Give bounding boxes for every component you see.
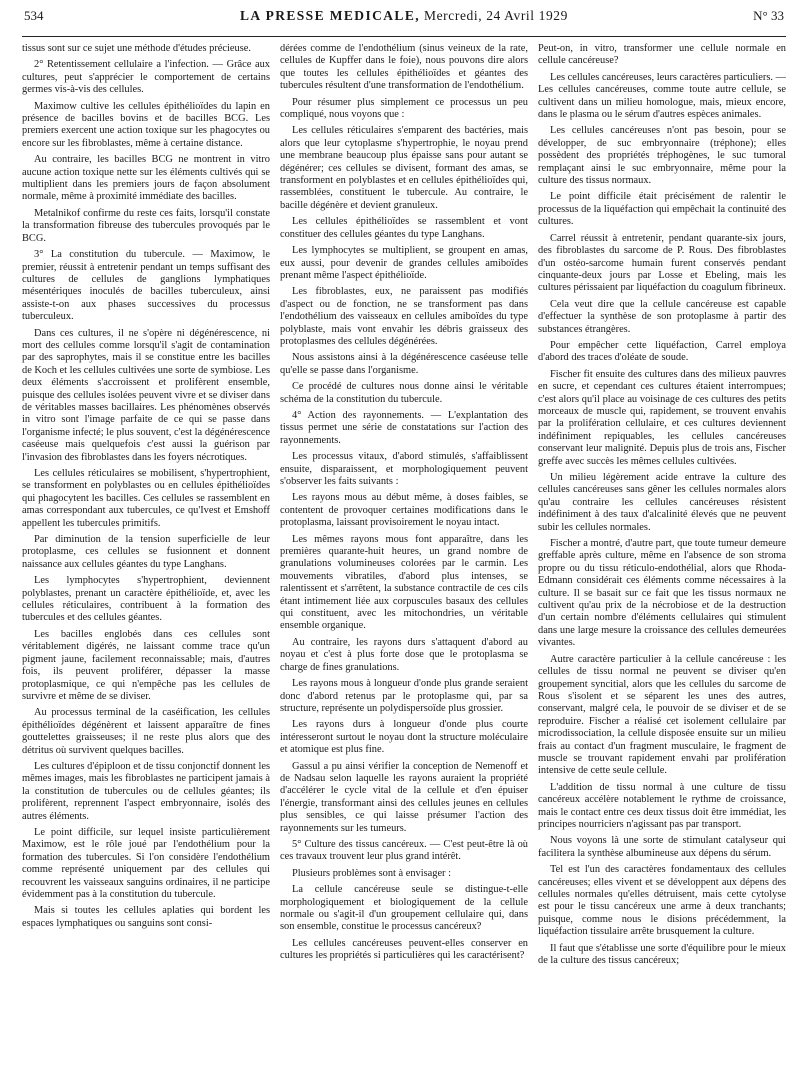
journal-name: LA PRESSE MEDICALE, xyxy=(239,8,420,23)
paragraph: Un milieu légèrement acide entrave la culture des cellules cancéreuses sans gêner les cellules normales alors qu'au contraire les cellules cancéreuses résistent indéfiniment à des taux d'alcalinité élevés que ne peuvent subir les cellules normales. xyxy=(538,472,786,533)
paragraph: Au processus terminal de la caséification, les cellules épithélioïdes dégénèrent et laissent apparaître de fines gouttelettes graisseuses; il ne reste plus alors que des détritus où survivent quelques bacilles. xyxy=(22,707,270,756)
paragraph: Le point difficile était précisément de ralentir le processus de la liquéfaction qui empêchait la continuité des cultures. xyxy=(538,191,786,228)
paragraph: tissus sont sur ce sujet une méthode d'études précieuse. xyxy=(22,43,251,54)
paragraph: Il faut que s'établisse une sorte d'équilibre pour le mieux de la culture des tissus cancéreux; xyxy=(538,942,786,967)
paragraph: Par diminution de la tension superficielle de leur protoplasme, ces cellules se fusionnent et donnent naissance aux cellules géantes du type Langhans. xyxy=(22,534,270,570)
paragraph: Les lymphocytes s'hypertrophient, deviennent polyblastes, prenant un caractère épithélioïde, et, avec les cellules réticulaires, contribuent à la formation des tubercules et des cellules géantes. xyxy=(22,575,270,624)
running-title xyxy=(84,8,724,24)
paragraph: Les cellules cancéreuses, leurs caractères particuliers. — Les cellules cancéreuses, comme toute autre cellule, se cultivent dans un milieu homologue, mais, mieux encore, dans le plasma ou le sérum d'autres espèces animales. xyxy=(538,71,786,121)
paragraph: Les rayons mous au début même, à doses faibles, se contentent de provoquer certaines modifications dans le protoplasma, laissant provisoirement le noyau intact. xyxy=(280,492,528,529)
paragraph: Dans ces cultures, il ne s'opère ni dégénérescence, ni mort des cellules comme lorsqu'il s'agit de contamination par des saprophytes, mais il se constitue entre les bacilles de Koch et les cellules cultivées une sorte de symbiose. Les deux éléments s'accroissent et prolifèrent ensemble, puisque des cellules isolées peuvent vivre et se diviser dans de véritables masses bacillaires. Les phénomènes observés in vitro sont l'image parfaite de ce qui se passe dans l'organisme infecté; le plus souvent, c'est la dégénérescence caséeuse mais quelquefois c'est aussi la guérison par l'invasion des fibroblastes dans les foyers nécrotiques. xyxy=(22,327,270,463)
paragraph: Ce procédé de cultures nous donne ainsi le véritable schéma de la constitution du tubercule. xyxy=(280,381,528,405)
page-header xyxy=(22,8,786,34)
paragraph: 5° Culture des tissus cancéreux. — C'est peut-être là où ces travaux trouvent leur plus grand intérêt. xyxy=(280,838,528,863)
paragraph: dérées comme de l'endothélium (sinus veineux de la rate, cellules de Kupffer dans le foie), nous pouvons dire alors que toutes les cellules épithélioïdes et géantes des tubercules résultent d'une transformation de l'endothélium. xyxy=(280,43,528,92)
paragraph: Les lymphocytes se multiplient, se groupent en amas, eux aussi, pour devenir de grandes cellules amiboïdes prenant même l'aspect épithélioïde. xyxy=(280,245,528,281)
paragraph: Fischer a montré, d'autre part, que toute tumeur demeure greffable après culture, même en l'absence de son stroma propre ou du tissu réticulo-endothélial, alors que Rhoda-Edmann considérait ces éléments comme nécessaires à la culture. Il se basait sur ce fait que les tissus normaux ne cultivent qu'au prix de la nécrobiose et de la destruction d'un certain nombre d'éléments cellulaires qui stimulent dans une large mesure la croissance des cellules demeurées vivantes. xyxy=(538,538,786,649)
paragraph: Le point difficile, sur lequel insiste particulièrement Maximow, est le rôle joué par l'endothélium pour la formation des tubercules. Si l'on considère l'endothélium comme représenté uniquement par des cellules qui recouvrent les vaisseaux sanguins ordinaires, il ne participe évidemment pas à la constitution du tubercule. xyxy=(22,826,270,900)
paragraph: Les bacilles englobés dans ces cellules sont véritablement digérés, ne laissant comme trace qu'un pigment jaune, facilement reconnaissable; mais, d'autres fois, ils peuvent proliférer, dépasser la masse protoplasmique, ce qui n'empêche pas les cellules de survivre et même de se diviser. xyxy=(22,628,270,702)
paragraph: Metalnikof confirme du reste ces faits, lorsqu'il constate la transformation fibreuse des tubercules provoqués par le BCG. xyxy=(22,207,270,244)
paragraph: Les processus vitaux, d'abord stimulés, s'affaiblissent ensuite, disparaissent, et morphologiquement peuvent s'observer les faits suivants : xyxy=(280,451,528,487)
paragraph: Les cellules cancéreuses n'ont pas besoin, pour se développer, de suc embryonnaire (tréphone); elles possèdent des propriétés tréphogènes, le suc tumoral remplaçant ainsi le suc embryonnaire, même pour la culture des tissus normaux. xyxy=(538,125,786,187)
paragraph: Autre caractère particulier à la cellule cancéreuse : les cellules de tissu normal ne peuvent se diviser qu'en groupement syncitial, alors que les cellules du sarcome de Rous s'isolent et se séparent les unes des autres, conservant, malgré cela, le pouvoir de se diviser et de se reproduire. Fischer a réalisé cet isolement cellulaire par microdissociation, la cellule disposée ensuite sur un milieu frais au contact d'un fragment musculaire, le fragment de muscle se trouvant rapidement envahi par prolifération intensive de cette seule cellule. xyxy=(538,653,786,777)
paragraph: L'addition de tissu normal à une culture de tissu cancéreux accélère notablement le rythme de croissance, mais le contact entre ces deux tissus doit être immédiat, les principes nourriciers n'agissant pas par transport. xyxy=(538,781,786,830)
paragraph: 4° Action des rayonnements. — L'explantation des tissus permet une série de constatations sur l'action des rayonnements. xyxy=(280,409,528,446)
column-right xyxy=(538,43,786,1078)
paragraph: Les cultures d'épiploon et de tissu conjonctif donnent les mêmes images, mais les fibroblastes ne participent jamais à la constitution de tubercules ou de cellules géantes; ils prolifèrent, reprennent l'aspect embryonnaire, isolés des autres éléments. xyxy=(22,760,270,822)
paragraph: Nous assistons ainsi à la dégénérescence caséeuse telle qu'elle se passe dans l'organisme. xyxy=(280,352,528,376)
paragraph: Nous voyons là une sorte de stimulant catalyseur qui facilitera la synthèse albumineuse aux dépens du sérum. xyxy=(538,835,786,859)
paragraph: Carrel réussit à entretenir, pendant quarante-six jours, des fibroblastes du sarcome de P. Rous. Des fibroblastes d'un ostéo-sarcome humain furent conservés pendant cinquante-deux jours par Losse et Ebeling, mais les cultures périssaient par liquéfaction du coagulum fibrineux. xyxy=(538,232,786,294)
paragraph: Pour résumer plus simplement ce processus un peu compliqué, nous voyons que : xyxy=(280,96,528,121)
paragraph: Les rayons durs à longueur d'onde plus courte intéresseront surtout le noyau dont la structure moléculaire et atomique est plus fine. xyxy=(280,719,528,756)
paragraph: Les fibroblastes, eux, ne paraissent pas modifiés d'aspect ou de fonction, ne se transforment pas dans l'endothélium des vaisseaux en cellules amiboïdes du type polyblaste, mais vont envahir les débris graisseux des protoplasmes des cellules dégénérées. xyxy=(280,286,528,347)
article-columns xyxy=(22,43,786,1078)
paragraph: Peut-on, in vitro, transformer une cellule normale en cellule cancéreuse? xyxy=(538,43,786,67)
paragraph: Tel est l'un des caractères fondamentaux des cellules cancéreuses; elles vivent et se développent aux dépens des cellules normales qu'elles détruisent, mais cette cytolyse est pour le tissu cancéreux une arme à deux tranchants; puisque, comme nous le disions précédemment, la liquéfaction tissulaire arrête brusquement la culture. xyxy=(538,864,786,938)
paragraph: Les cellules épithélioïdes se rassemblent et vont constituer des cellules géantes du type Langhans. xyxy=(280,216,528,240)
paragraph: Maximow cultive les cellules épithélioïdes du lapin en présence de bacilles bovins et de bacilles BCG. Les premiers exercent une action toxique sur les phagocytes ou encore sur les fibroblastes, même à certaine distance. xyxy=(22,100,270,149)
paragraph: La cellule cancéreuse seule se distingue-t-elle morphologiquement et biologiquement de la cellule normale ou s'agit-il d'un groupement cellulaire qui, dans son ensemble, constitue le processus cancéreux? xyxy=(280,884,528,933)
paragraph: Gassul a pu ainsi vérifier la conception de Nemenoff et de Nadsau selon laquelle les rayons auraient la propriété d'accélérer le cycle vital de la cellule et d'en épuiser l'énergie, transformant ainsi des cellules jeunes en cellules plus sensibles, ce qui laisse présumer l'action des rayonnements sur les tumeurs. xyxy=(280,760,528,834)
issue-number: N° 33 xyxy=(753,8,784,23)
column-middle xyxy=(280,43,528,1078)
column-left xyxy=(22,43,270,1078)
paragraph: Les cellules réticulaires s'emparent des bactéries, mais alors que leur cytoplasme s'hypertrophie, le noyau prend une membrane beaucoup plus épaisse sans pour autant se dégénérer; ces cellules se divisent, formant des amas, se transforment en polyblastes et en cellules épithélioïdes qui, rassemblées, constituent le tubercule. Au contraire, le bacille dégénère et devient granuleux. xyxy=(280,125,528,211)
paragraph: Mais si toutes les cellules aplaties qui bordent les espaces lymphatiques ou sanguins sont consi- xyxy=(22,905,270,929)
header-rule xyxy=(22,36,786,37)
paragraph: Les rayons mous à longueur d'onde plus grande seraient donc d'abord retenus par le protoplasme qui, par sa structure, représente un polydispersoïde plus grossier. xyxy=(280,678,528,714)
paragraph: 3° La constitution du tubercule. — Maximow, le premier, réussit à entretenir pendant un temps suffisant des cultures de cellules de ganglions lymphatiques mésentériques inoculés de bacilles tuberculeux, ainsi assiste-t-on aux phases successives du processus tuberculeux. xyxy=(22,249,270,323)
issue-date: Mercredi, 24 Avril 1929 xyxy=(423,8,569,23)
paragraph: 2° Retentissement cellulaire a l'infection. — Grâce aux cultures, peut s'apprécier le comportement de certains germes vis-à-vis des cellules. xyxy=(22,59,270,96)
paragraph: Pour empêcher cette liquéfaction, Carrel employa d'abord des traces d'oléate de soude. xyxy=(538,339,786,364)
page-number: 534 xyxy=(24,8,44,23)
paragraph: Au contraire, les rayons durs s'attaquent d'abord au noyau et c'est à plus forte dose que le protoplasma se charge de fines granulations. xyxy=(280,636,528,673)
paragraph: Les cellules réticulaires se mobilisent, s'hypertrophient, se transforment en polyblastes ou en cellules épithélioïdes qui phagocytent les bacilles. Ces cellules se rassemblent en amas correspondant aux tubercules, ce qu'Ivest et Emshoff appellent les tubercules primitifs. xyxy=(22,468,270,529)
paragraph: Les cellules cancéreuses peuvent-elles conserver en cultures les propriétés si particulières qui les caractérisent? xyxy=(280,937,528,962)
paragraph: Les mêmes rayons mous font apparaître, dans les premières quarante-huit heures, un grand nombre de granulations volumineuses colorées par le carmin. Les mouvements vibratiles, d'abord plus intenses, se ralentissent et s'arrêtent, la substance contractile de ces cils étant intimement liée aux corpuscules basaux des cellules qui constituent, avec les mitochondries, un véritable ensemble organique. xyxy=(280,533,528,632)
paragraph: Cela veut dire que la cellule cancéreuse est capable d'effectuer la synthèse de son protoplasme à partir des substances étrangères. xyxy=(538,298,786,335)
paragraph: Plusieurs problèmes sont à envisager : xyxy=(292,867,452,879)
paragraph: Fischer fit ensuite des cultures dans des milieux pauvres en sucre, et cependant ces cultures étaient interrompues; c'est alors qu'il place au voisinage de ces cultures des petits morceaux de muscle qui, rapidement, se trouvent envahis par la prolifération cellulaire, et ces cultures deviennent indéfiniment repiquables, les cellules cancéreuses conservant leur malignité. Depuis plus de trois ans, Fischer greffe avec succès les mêmes cellules cultivées. xyxy=(538,368,786,467)
paragraph: Au contraire, les bacilles BCG ne montrent in vitro aucune action toxique nette sur les éléments cultivés qui se multiplient dans les premiers jours de façon absolument normale, même à proximité immédiate des bacilles. xyxy=(22,154,270,203)
